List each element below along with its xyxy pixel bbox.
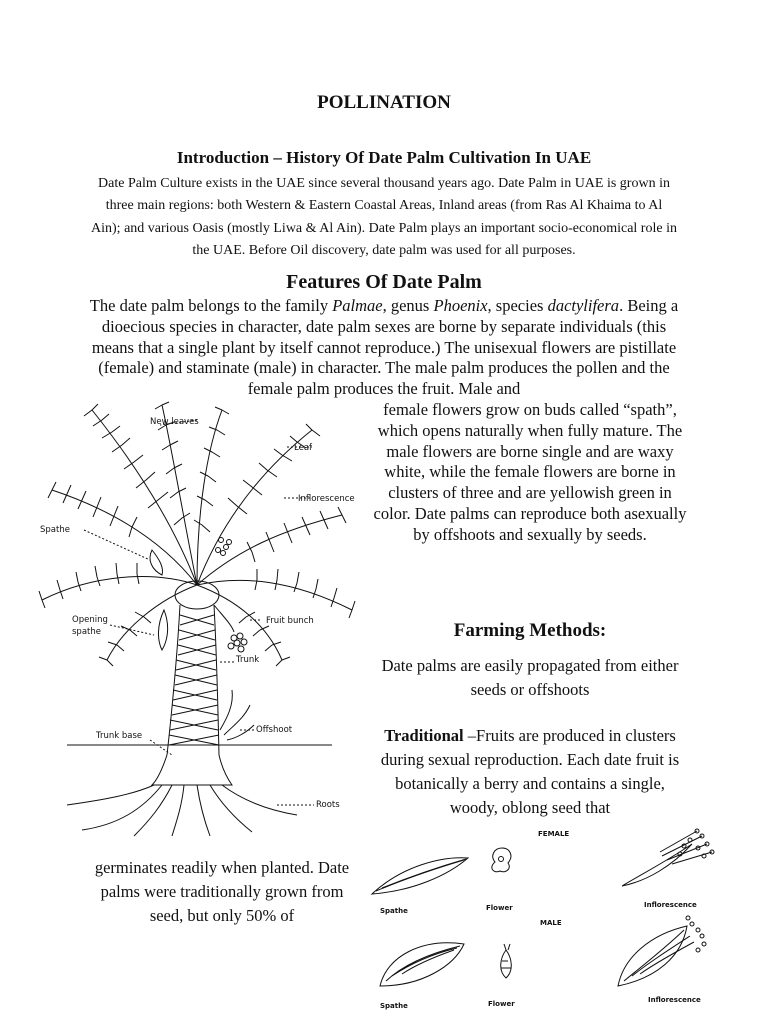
- features-text: , genus: [382, 296, 434, 315]
- label-trunk: Trunk: [236, 655, 260, 665]
- farming-intro: Date palms are easily propagated from either seeds or offshoots: [381, 656, 679, 699]
- label-opening-spathe: Opening: [72, 615, 108, 625]
- genus-name: Phoenix: [433, 296, 488, 315]
- traditional-label: Traditional: [384, 726, 464, 745]
- label-female-flower: Flower: [486, 904, 513, 912]
- label-offshoot: Offshoot: [256, 725, 293, 735]
- label-male-inflorescence: Inflorescence: [648, 996, 701, 1004]
- label-female-inflorescence: Inflorescence: [644, 901, 697, 909]
- label-spathe: Spathe: [40, 525, 70, 535]
- label-leaf: Leaf: [294, 443, 313, 453]
- label-trunk-base: Trunk base: [96, 731, 143, 741]
- traditional-paragraph: [372, 724, 688, 820]
- farming-heading: Farming Methods:: [453, 620, 607, 641]
- features-text: . Being a dioecious species in character, date palm sexes are borne by separate individuals (this means that a single plant by itself cannot reproduce.) The unisexual flowers are pistillate (female) and staminate (male) in character. The male palm produces the pollen and the female palm produces the fruit. Male and: [91, 296, 679, 399]
- label-roots: Roots: [316, 800, 340, 810]
- features-text: The date palm belongs to the family: [89, 296, 333, 315]
- intro-heading: Introduction – History Of Date Palm Cultivation In UAE: [176, 148, 592, 167]
- traditional-text: –Fruits are produced in clusters during sexual reproduction. Each date fruit is botanically a berry and contains a single, woody, oblong seed that: [380, 726, 680, 817]
- label-male: MALE: [540, 919, 562, 927]
- label-male-spathe: Spathe: [380, 1002, 408, 1010]
- features-heading: Features Of Date Palm: [286, 271, 482, 293]
- date-palm-illustration: [22, 400, 372, 840]
- page-title: POLLINATION: [317, 92, 451, 113]
- label-inflorescence: Inflorescence: [298, 494, 355, 504]
- flower-illustration: [362, 826, 742, 1016]
- label-female-spathe: Spathe: [380, 907, 408, 915]
- features-paragraph-continued: female flowers grow on buds called “spath”, which opens naturally when fully mature. The male flowers are borne single and are waxy white, while the female flowers are borne in clusters of three and are yellowish green in color. Date palms can reproduce both asexually by offshoots and sexually by seeds.: [373, 400, 687, 544]
- species-name: dactylifera: [547, 296, 620, 315]
- label-opening-spathe: spathe: [72, 627, 101, 637]
- label-female: FEMALE: [538, 830, 570, 838]
- features-text: , species: [487, 296, 548, 315]
- label-fruit-bunch: Fruit bunch: [266, 616, 314, 626]
- features-paragraph: [88, 296, 680, 400]
- label-male-flower: Flower: [488, 1000, 515, 1008]
- family-name: Palmae: [332, 296, 383, 315]
- intro-paragraph: Date Palm Culture exists in the UAE since several thousand years ago. Date Palm in UAE is grown in three main regions: both Western & Eastern Coastal Areas, Inland areas (from Ras Al Khaima to Al Ain); and various Oasis (mostly Liwa & Al Ain). Date Palm plays an important socio-economical role in the UAE. Before Oil discovery, date palm was used for all purposes.: [91, 176, 677, 258]
- label-new-leaves: New leaves: [150, 417, 199, 427]
- traditional-paragraph-continued: germinates readily when planted. Date palms were traditionally grown from seed, but only 50% of: [94, 858, 350, 925]
